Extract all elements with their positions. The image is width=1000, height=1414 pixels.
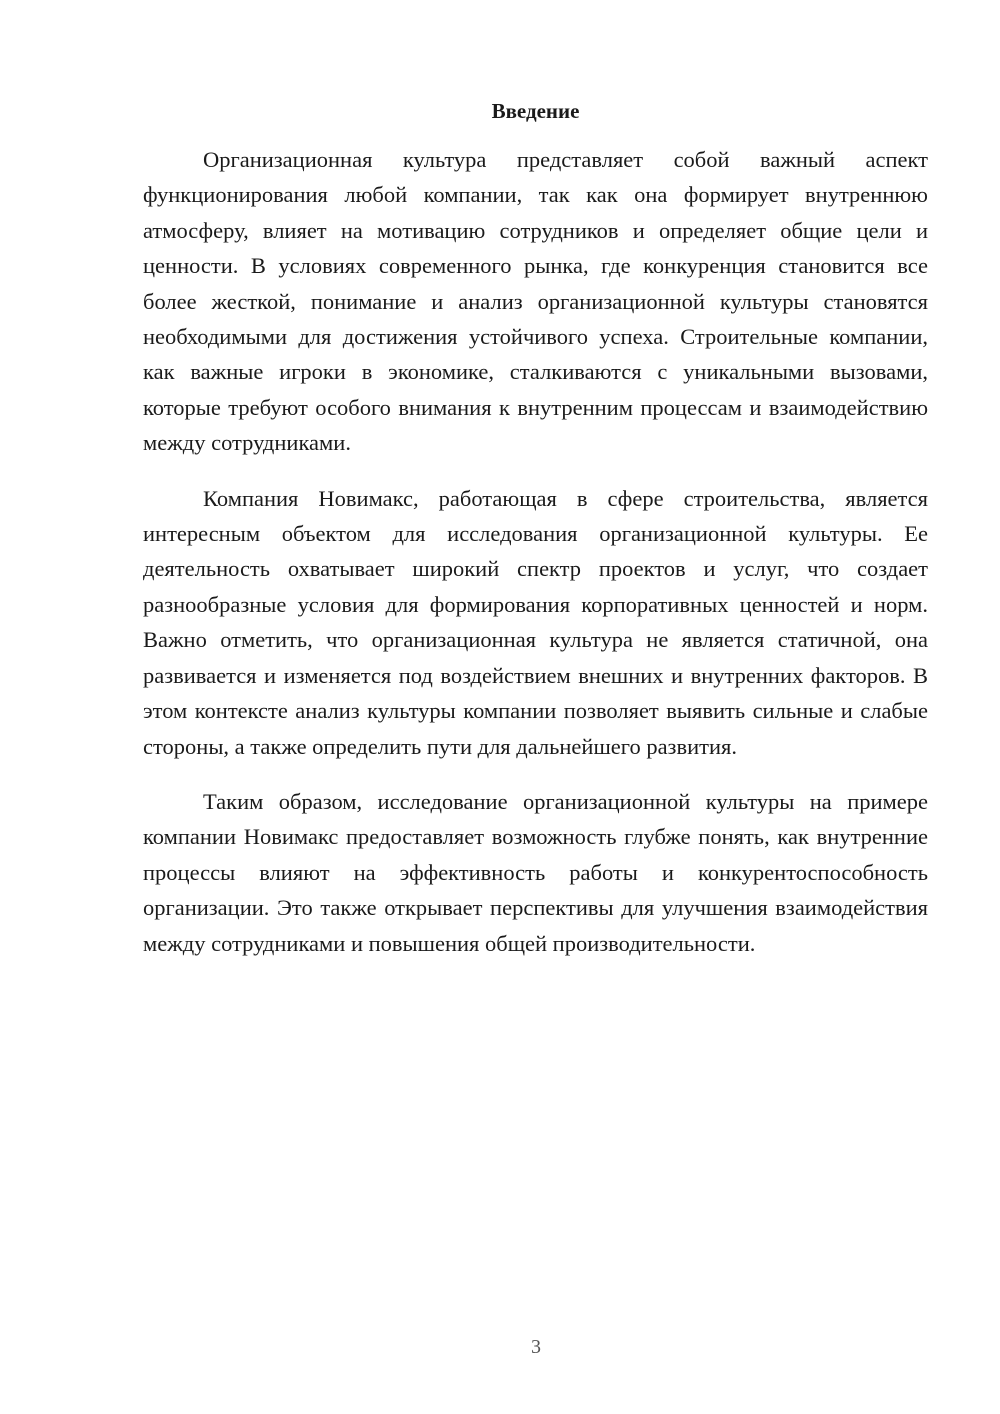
- paragraph-1: Организационная культура представляет собой важный аспект функционирования любой компании, так как она формирует внутреннюю атмосферу, влияет на мотивацию сотрудников и определяет общие цели и ценности. В условиях современного рынка, где конкуренция становится все более жесткой, понимание и анализ организационной культуры становятся необходимыми для достижения устойчивого успеха. Строительные компании, как важные игроки в экономике, сталкиваются с уникальными вызовами, которые требуют особого внимания к внутренним процессам и взаимодействию между сотрудниками.: [143, 147, 928, 456]
- section-heading: Введение: [491, 99, 580, 123]
- page-number: 3: [531, 1336, 541, 1358]
- paragraph-3: Таким образом, исследование организационной культуры на примере компании Новимакс предоставляет возможность глубже понять, как внутренние процессы влияют на эффективность работы и конкурентоспособность организации. Это также открывает перспективы для улучшения взаимодействия между сотрудниками и повышения общей производительности.: [143, 788, 928, 956]
- paragraph-2: Компания Новимакс, работающая в сфере строительства, является интересным объектом для исследования организационной культуры. Ее деятельность охватывает широкий спектр проектов и услуг, что создает разнообразные условия для формирования корпоративных ценностей и норм. Важно отметить, что организационная культура не является статичной, она развивается и изменяется под воздействием внешних и внутренних факторов. В этом контексте анализ культуры компании позволяет выявить сильные и слабые стороны, а также определить пути для дальнейшего развития.: [143, 485, 928, 759]
- body-text: [143, 142, 928, 981]
